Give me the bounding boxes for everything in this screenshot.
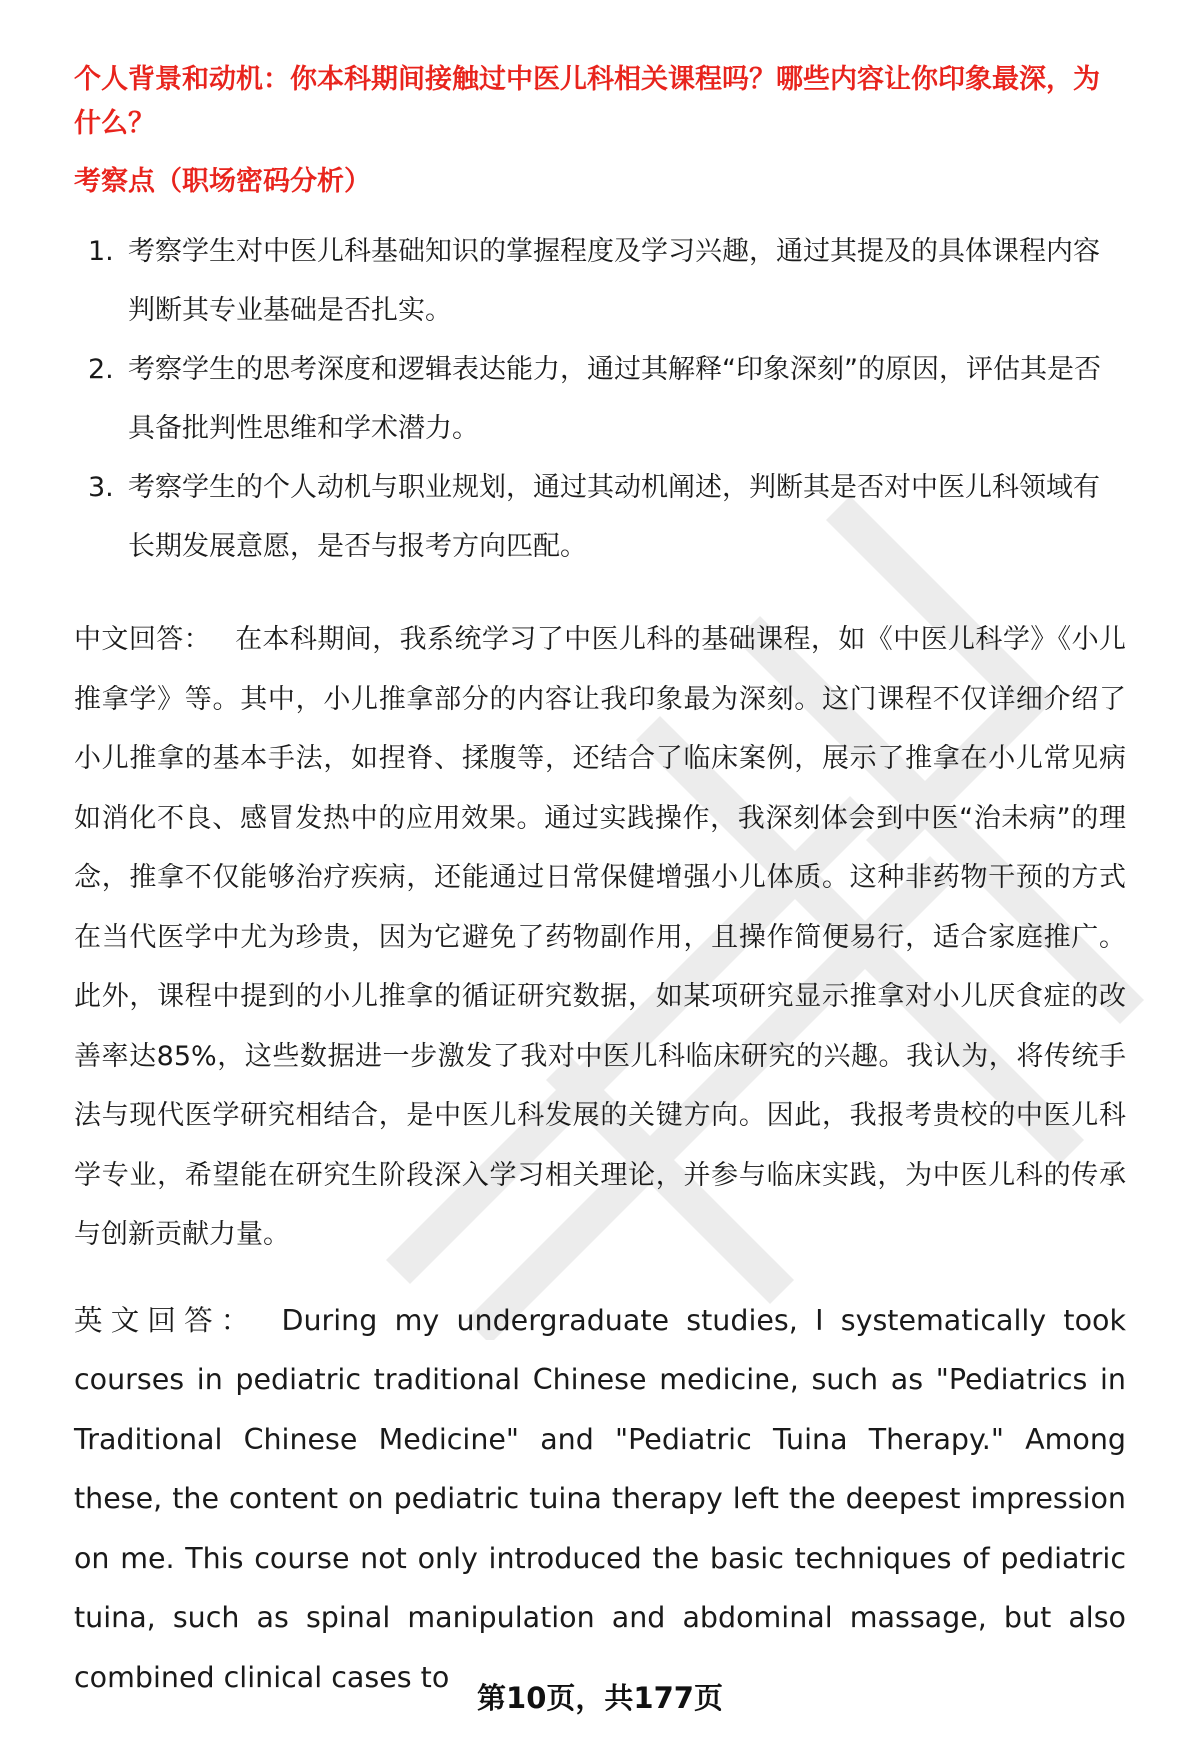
list-item-text: 考察学生对中医儿科基础知识的掌握程度及学习兴趣，通过其提及的具体课程内容判断其专业基础是否扎实。: [128, 236, 1100, 326]
assessment-points-list: [74, 222, 1126, 576]
list-item-text: 考察学生的个人动机与职业规划，通过其动机阐述，判断其是否对中医儿科领域有长期发展意愿，是否与报考方向匹配。: [128, 472, 1100, 562]
list-item-number: 1.: [88, 236, 114, 267]
list-item-text: 考察学生的思考深度和逻辑表达能力，通过其解释“印象深刻”的原因，评估其是否具备批判性思维和学术潜力。: [128, 354, 1101, 444]
english-answer-text: During my undergraduate studies, I systematically took courses in pediatric traditional Chinese medicine, such as "Pediatrics in Traditional Chinese Medicine" and "Pediatric Tuina Therapy." Among these, the content on pediatric tuina therapy left the deepest impression on me. This course not only introduced the basic techniques of pediatric tuina, such as spinal manipulation and abdominal massage, but also combined clinical cases to: [74, 1303, 1126, 1694]
chinese-answer-label: 中文回答：: [74, 624, 212, 655]
english-answer-label: 英文回答：: [74, 1303, 258, 1337]
list-item-number: 2.: [88, 354, 114, 385]
list-item: [74, 222, 1126, 340]
english-answer-paragraph: [74, 1291, 1126, 1708]
chinese-answer-text: 在本科期间，我系统学习了中医儿科的基础课程，如《中医儿科学》《小儿推拿学》等。其中，小儿推拿部分的内容让我印象最为深刻。这门课程不仅详细介绍了小儿推拿的基本手法，如捏脊、揉腹等，还结合了临床案例，展示了推拿在小儿常见病如消化不良、感冒发热中的应用效果。通过实践操作，我深刻体会到中医“治未病”的理念，推拿不仅能够治疗疾病，还能通过日常保健增强小儿体质。这种非药物干预的方式在当代医学中尤为珍贵，因为它避免了药物副作用，且操作简便易行，适合家庭推广。此外，课程中提到的小儿推拿的循证研究数据，如某项研究显示推拿对小儿厌食症的改善率达85%，这些数据进一步激发了我对中医儿科临床研究的兴趣。我认为，将传统手法与现代医学研究相结合，是中医儿科发展的关键方向。因此，我报考贵校的中医儿科学专业，希望能在研究生阶段深入学习相关理论，并参与临床实践，为中医儿科的传承与创新贡献力量。: [74, 624, 1127, 1250]
assessment-subheading: 考察点（职场密码分析）: [74, 166, 371, 197]
list-item: [74, 458, 1126, 576]
question-heading: 个人背景和动机：你本科期间接触过中医儿科相关课程吗？哪些内容让你印象最深，为什么？: [74, 64, 1100, 139]
chinese-answer-paragraph: [74, 610, 1126, 1265]
list-item: [74, 340, 1126, 458]
page-number-footer: 第10页，共177页: [477, 1681, 723, 1715]
list-item-number: 3.: [88, 472, 114, 503]
